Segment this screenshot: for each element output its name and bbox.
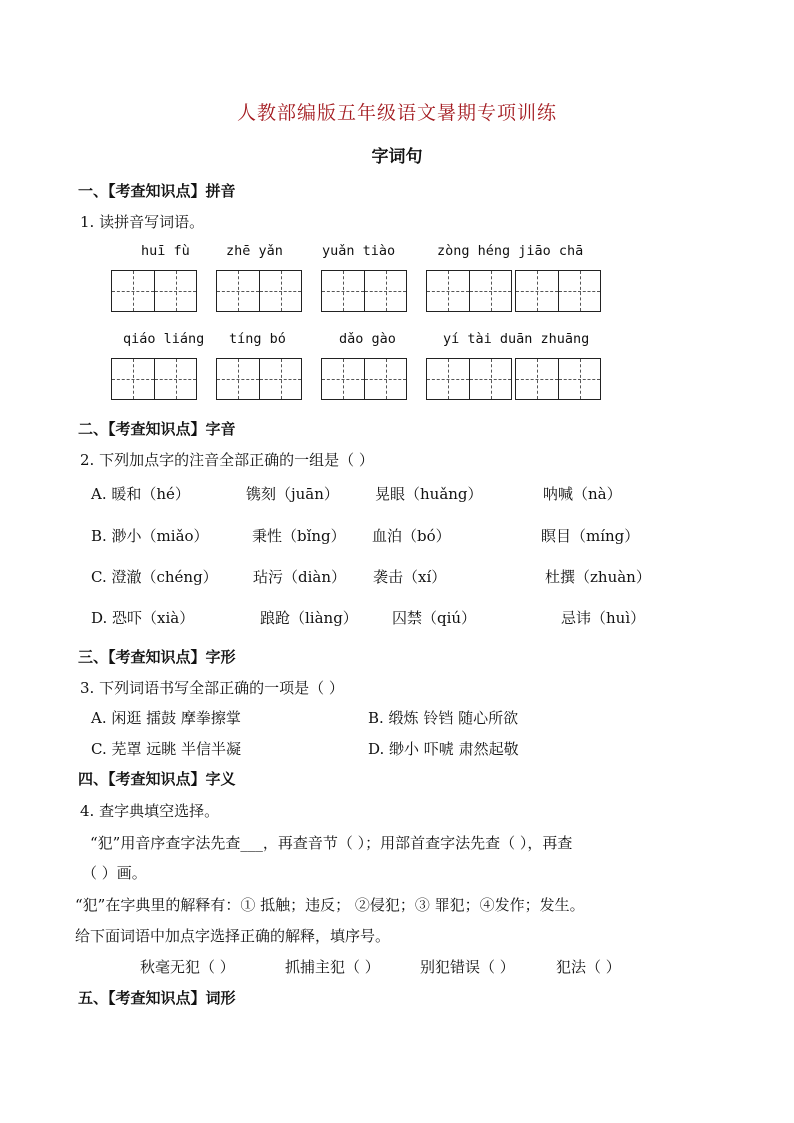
question-3-prompt: 3. 下列词语书写全部正确的一项是（ ） [80,679,344,697]
writing-grid[interactable] [321,358,407,400]
writing-grid[interactable] [515,270,601,312]
q4-text-line-1: “犯”用音序查字法先查___，再查音节（ ）；用部首查字法先查（ ），再查 [90,834,573,852]
option-word: 踉跄（liàng） [260,609,358,627]
q3-option-c[interactable]: C. 芜罩 远眺 半信半凝 [91,740,242,758]
pinyin-label: dǎo gào [339,331,396,347]
option-word: 秉性（bǐng） [252,527,346,545]
option-word: C. 澄澈（chéng） [91,568,218,586]
grid-cell[interactable] [364,271,406,311]
grid-cell[interactable] [427,359,469,399]
grid-cell[interactable] [154,359,196,399]
grid-cell[interactable] [259,359,301,399]
option-word: A. 暖和（hé） [91,485,190,503]
question-1-prompt: 1. 读拼音写词语。 [80,213,205,231]
grid-cell[interactable] [558,359,600,399]
q4-text-line-2: （ ）画。 [82,864,147,882]
writing-grid[interactable] [216,358,302,400]
grid-cell[interactable] [322,271,364,311]
grid-cell[interactable] [516,359,558,399]
pinyin-label: tíng bó [229,331,286,347]
grid-cell[interactable] [217,359,259,399]
option-word: 瞑目（míng） [541,527,640,545]
grid-cell[interactable] [259,271,301,311]
q4-item[interactable]: 犯法（ ） [556,958,621,976]
page-subtitle: 字词句 [371,147,423,167]
question-2-prompt: 2. 下列加点字的注音全部正确的一组是（ ） [80,451,374,469]
grid-cell[interactable] [364,359,406,399]
q4-text-line-4: 给下面词语中加点字选择正确的解释，填序号。 [75,927,391,945]
q3-option-b[interactable]: B. 缎炼 铃铛 随心所欲 [368,709,519,727]
q4-item[interactable]: 抓捕主犯（ ） [285,958,380,976]
grid-cell[interactable] [469,359,511,399]
option-word: 玷污（diàn） [253,568,347,586]
q4-item[interactable]: 秋毫无犯（ ） [140,958,235,976]
writing-grid[interactable] [216,270,302,312]
pinyin-label: qiáo liáng [123,331,205,347]
writing-grid[interactable] [111,270,197,312]
page-title: 人教部编版五年级语文暑期专项训练 [236,102,557,124]
q4-item[interactable]: 别犯错误（ ） [420,958,515,976]
option-word: 忌讳（huì） [561,609,646,627]
section-heading-character-form: 三、【考查知识点】字形 [78,648,236,666]
option-word: 杜撰（zhuàn） [545,568,651,586]
grid-cell[interactable] [112,271,154,311]
option-word: 晃眼（huǎng） [375,485,483,503]
writing-grid[interactable] [426,270,512,312]
writing-grid[interactable] [321,270,407,312]
grid-cell[interactable] [427,271,469,311]
option-word: B. 渺小（miǎo） [91,527,209,545]
section-heading-pronunciation: 二、【考查知识点】字音 [78,420,236,438]
pinyin-label: huī fù [141,243,190,259]
option-word: 袭击（xí） [373,568,447,586]
grid-cell[interactable] [112,359,154,399]
grid-cell[interactable] [469,271,511,311]
option-word: 囚禁（qiú） [392,609,477,627]
question-4-prompt: 4. 查字典填空选择。 [80,802,220,820]
writing-grid[interactable] [426,358,512,400]
option-word: 镌刻（juān） [246,485,339,503]
grid-cell[interactable] [217,271,259,311]
q3-option-d[interactable]: D. 缈小 吓唬 肃然起敬 [368,740,519,758]
writing-grid[interactable] [515,358,601,400]
grid-cell[interactable] [558,271,600,311]
pinyin-label: zòng héng jiāo chā [437,243,584,259]
grid-cell[interactable] [516,271,558,311]
section-heading-word-form: 五、【考查知识点】词形 [78,989,236,1007]
q4-text-line-3: “犯”在字典里的解释有：① 抵触；违反； ②侵犯；③ 罪犯；④发作；发生。 [75,896,585,914]
section-heading-meaning: 四、【考查知识点】字义 [78,770,236,788]
section-heading-pinyin: 一、【考查知识点】拼音 [78,182,236,200]
q3-option-a[interactable]: A. 闲逛 擂鼓 摩拳擦掌 [91,709,241,727]
pinyin-label: yuǎn tiào [322,243,396,259]
option-word: D. 恐吓（xià） [91,609,195,627]
writing-grid[interactable] [111,358,197,400]
pinyin-label: zhē yǎn [226,243,283,259]
pinyin-label: yí tài duān zhuāng [443,331,590,347]
option-word: 血泊（bó） [372,527,451,545]
grid-cell[interactable] [322,359,364,399]
option-word: 呐喊（nà） [543,485,622,503]
grid-cell[interactable] [154,271,196,311]
